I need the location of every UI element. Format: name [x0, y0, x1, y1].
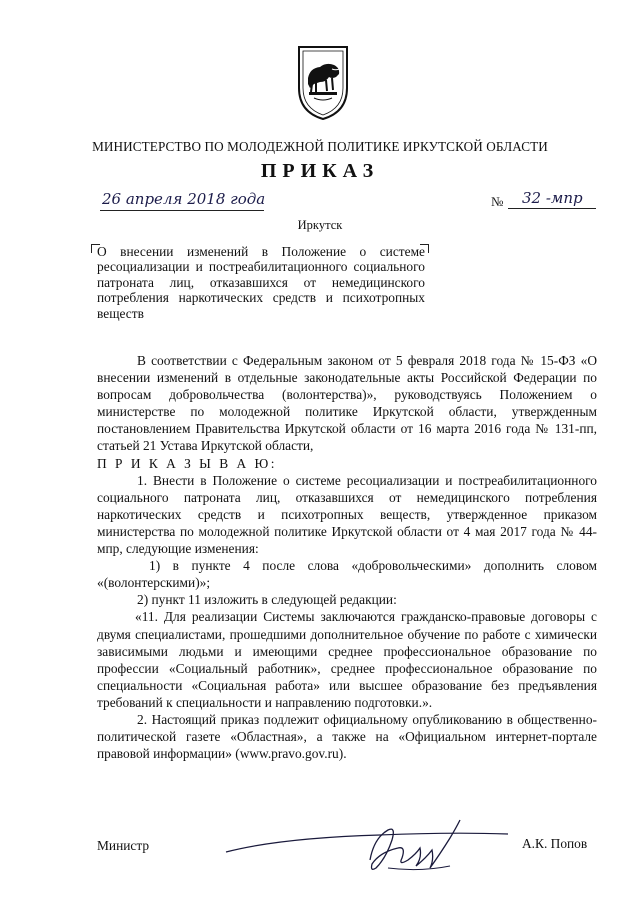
document-type-title: ПРИКАЗ	[260, 160, 380, 182]
handwritten-signature	[220, 808, 510, 882]
item-1-1-paragraph: 1) в пункте 4 после слова «добровольческими» дополнить словом «(волонтерскими)»;	[97, 558, 597, 591]
ministry-name: МИНИСТЕРСТВО ПО МОЛОДЕЖНОЙ ПОЛИТИКЕ ИРКУТСКОЙ ОБЛАСТИ	[92, 139, 548, 154]
item-2-paragraph: 2. Настоящий приказ подлежит официальному опубликованию в общественно-политической газете «Областная», а также на «Официальном интернет-портале правовой информации» (www.pravo.gov.ru).	[97, 711, 597, 762]
document-subject: О внесении изменений в Положение о системе ресоциализации и постреабилитационного социального патроната лиц, отказавшихся от немедицинского потребления наркотических средств и психотропных веществ	[97, 244, 425, 321]
coat-of-arms-emblem	[296, 44, 350, 122]
city-name: Иркутск	[297, 218, 343, 232]
number-underline	[508, 208, 596, 209]
order-word-line	[97, 455, 597, 472]
order-number-prefix: №	[491, 194, 504, 209]
handwritten-order-number: 32 -мпр	[522, 189, 583, 207]
signatory-name: А.К. Попов	[522, 836, 588, 851]
handwritten-date: 26 апреля 2018 года	[102, 190, 266, 208]
order-word: П Р И К А З Ы В А Ю:	[97, 455, 277, 471]
item-1-2-new-text: «11. Для реализации Системы заключаются гражданско-правовые договоры с двумя специалистами, прошедшими дополнительное обучение по работе с химически зависимыми людьми и имеющими среднее профессиональное образование по профессии «Социальный работник», среднее профессиональное образование по специальности «Социальная работа» или высшее образование без предъявления требований к специальности и направлению подготовки.».	[97, 609, 597, 710]
item-1-2-paragraph: 2) пункт 11 изложить в следующей редакции:	[137, 592, 397, 608]
signatory-position: Министр	[97, 838, 150, 853]
document-body	[97, 352, 597, 762]
preamble-paragraph: В соответствии с Федеральным законом от 5 февраля 2018 года № 15-ФЗ «О внесении изменений в отдельные законодательные акты Российской Федерации по вопросам добровольчества (волонтерства)», руководствуясь Положением о министерстве по молодежной политике Иркутской области, утвержденным постановлением Правительства Иркутской области от 16 марта 2016 года № 131-пп, статьей 21 Устава Иркутской области,	[97, 353, 597, 454]
item-1-paragraph: 1. Внести в Положение о системе ресоциализации и постреабилитационного социального патроната лиц, отказавшихся от немедицинского потребления наркотических средств и психотропных веществ, утвержденное приказом министерства по молодежной политике Иркутской области от 4 мая 2017 года № 44-мпр, следующие изменения:	[97, 472, 597, 557]
